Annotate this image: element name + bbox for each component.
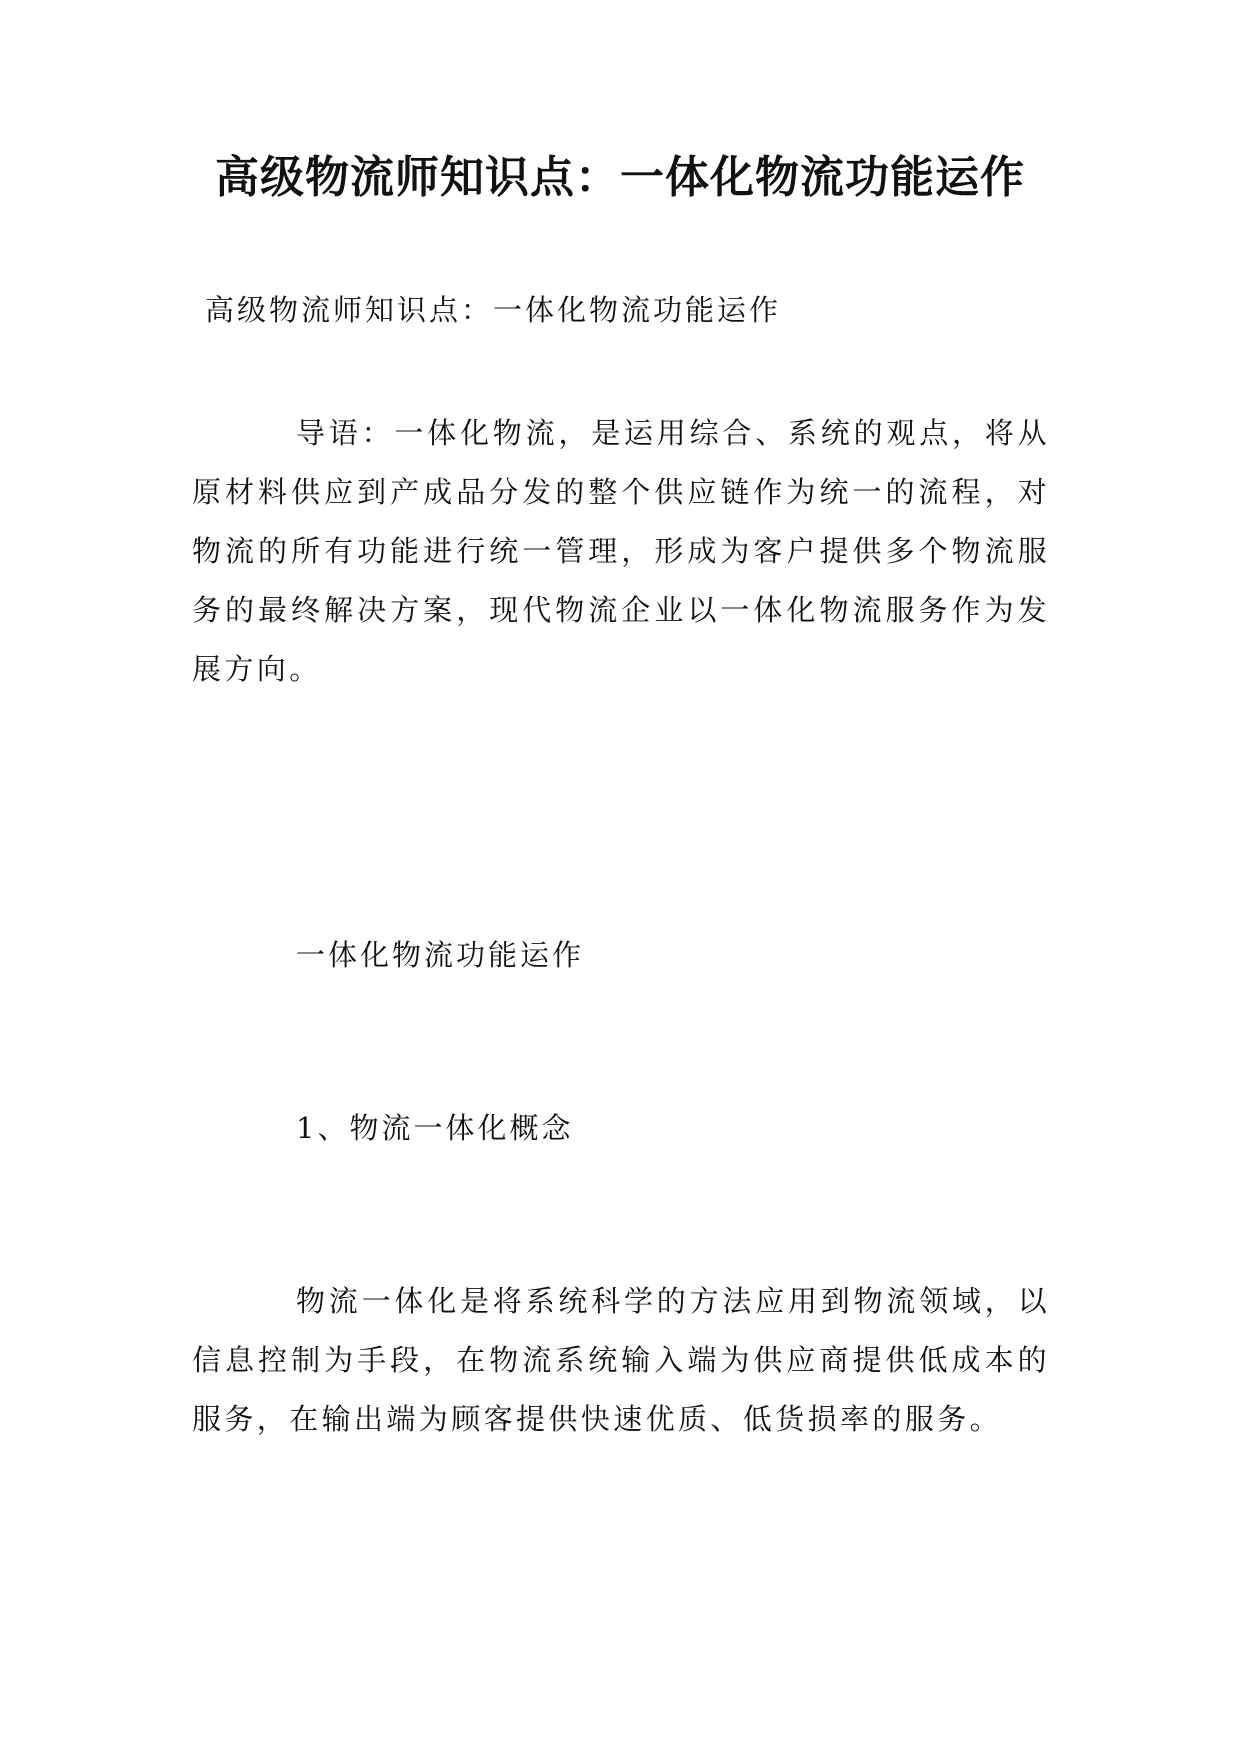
- document-title: 高级物流师知识点：一体化物流功能运作: [215, 152, 1025, 203]
- intro-paragraph: 导语：一体化物流，是运用综合、系统的观点，将从原材料供应到产成品分发的整个供应链作为统一的流程，对物流的所有功能进行统一管理，形成为客户提供多个物流服务的最终解决方案，现代物流企业以一体化物流服务作为发展方向。: [192, 416, 1050, 686]
- document-subtitle: 高级物流师知识点：一体化物流功能运作: [205, 293, 782, 327]
- section-heading: 一体化物流功能运作: [296, 938, 585, 972]
- subsection-heading: 1、物流一体化概念: [296, 1111, 574, 1145]
- body-paragraph: 物流一体化是将系统科学的方法应用到物流领域，以信息控制为手段，在物流系统输入端为供应商提供低成本的服务，在输出端为顾客提供快速优质、低货损率的服务。: [192, 1284, 1050, 1436]
